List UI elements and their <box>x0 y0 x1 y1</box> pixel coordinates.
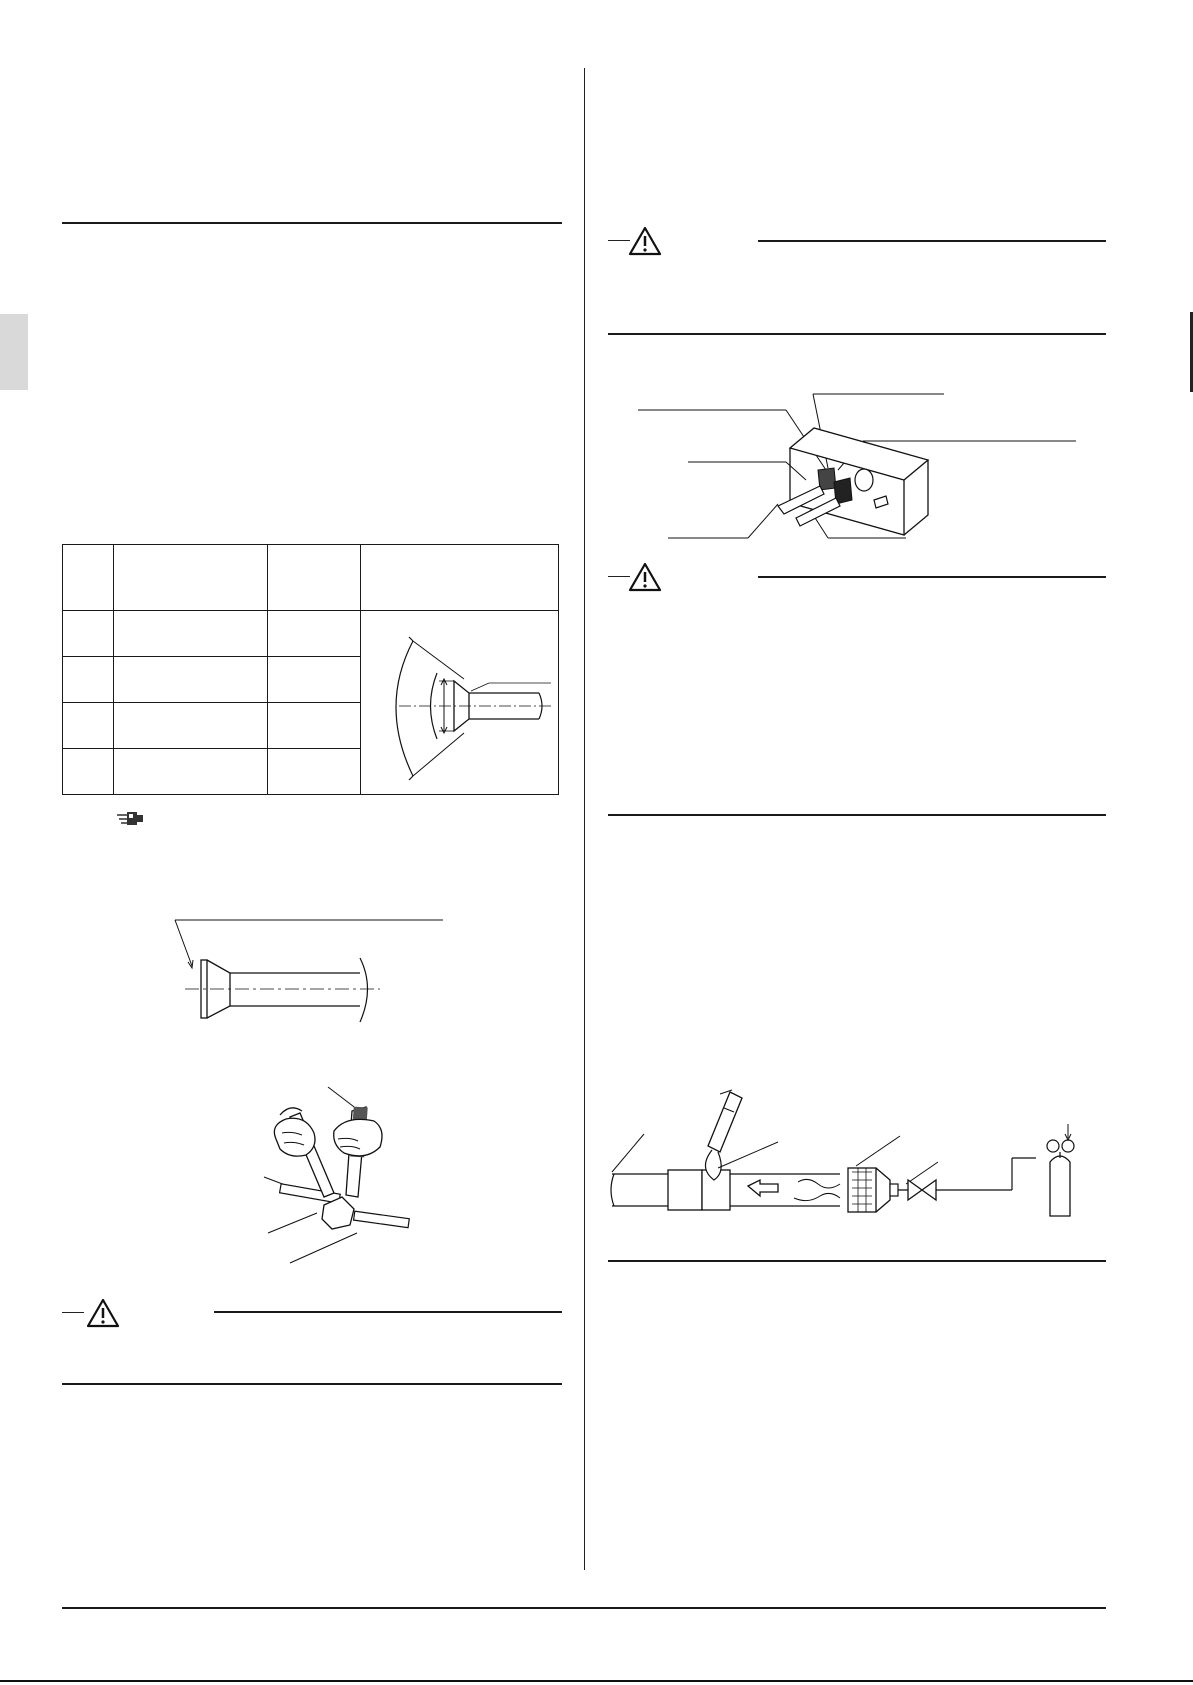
right-section-rule-1 <box>608 333 1106 335</box>
flare-diagram-cell <box>361 611 559 795</box>
table-cell <box>268 657 361 703</box>
nitrogen-brazing-diagram <box>608 1088 1088 1218</box>
table-header-cell <box>361 545 559 611</box>
warning-rule-left-short <box>62 1312 84 1313</box>
table-cell <box>268 611 361 657</box>
footer-rule <box>62 1607 1106 1609</box>
service-valve-diagram <box>638 388 1088 558</box>
warning-rule-right1-short <box>608 240 630 241</box>
warning-triangle-icon <box>628 562 662 592</box>
table-cell <box>114 703 268 749</box>
table-cell <box>63 611 114 657</box>
flare-pipe-diagram <box>165 918 445 1028</box>
column-divider <box>584 68 585 1570</box>
warning-rule-right2-short <box>608 576 630 577</box>
table-cell <box>268 703 361 749</box>
right-section-rule-2 <box>608 814 1106 816</box>
warning-rule-left <box>214 1311 562 1313</box>
table-header-cell <box>63 545 114 611</box>
wrench-tightening-diagram <box>262 1085 437 1265</box>
flare-angle-diagram <box>369 611 559 791</box>
table-cell <box>63 657 114 703</box>
table-cell <box>114 611 268 657</box>
table-cell <box>63 749 114 795</box>
table-cell <box>63 703 114 749</box>
table-cell <box>268 749 361 795</box>
left-section-rule-1 <box>62 222 562 224</box>
table-cell <box>114 749 268 795</box>
table-cell <box>114 657 268 703</box>
warning-triangle-icon <box>628 226 662 256</box>
table-header-cell <box>114 545 268 611</box>
warning-rule-right-1 <box>758 240 1106 242</box>
section-tab-marker <box>0 314 28 390</box>
left-section-rule-2 <box>62 1383 562 1385</box>
right-section-rule-3 <box>608 1260 1106 1262</box>
warning-triangle-icon <box>86 1298 120 1328</box>
hand-pointer-icon <box>117 811 147 827</box>
warning-rule-right-2 <box>758 576 1106 578</box>
page-bottom-edge <box>0 1680 1193 1682</box>
flare-dimension-table <box>62 544 559 795</box>
table-header-cell <box>268 545 361 611</box>
